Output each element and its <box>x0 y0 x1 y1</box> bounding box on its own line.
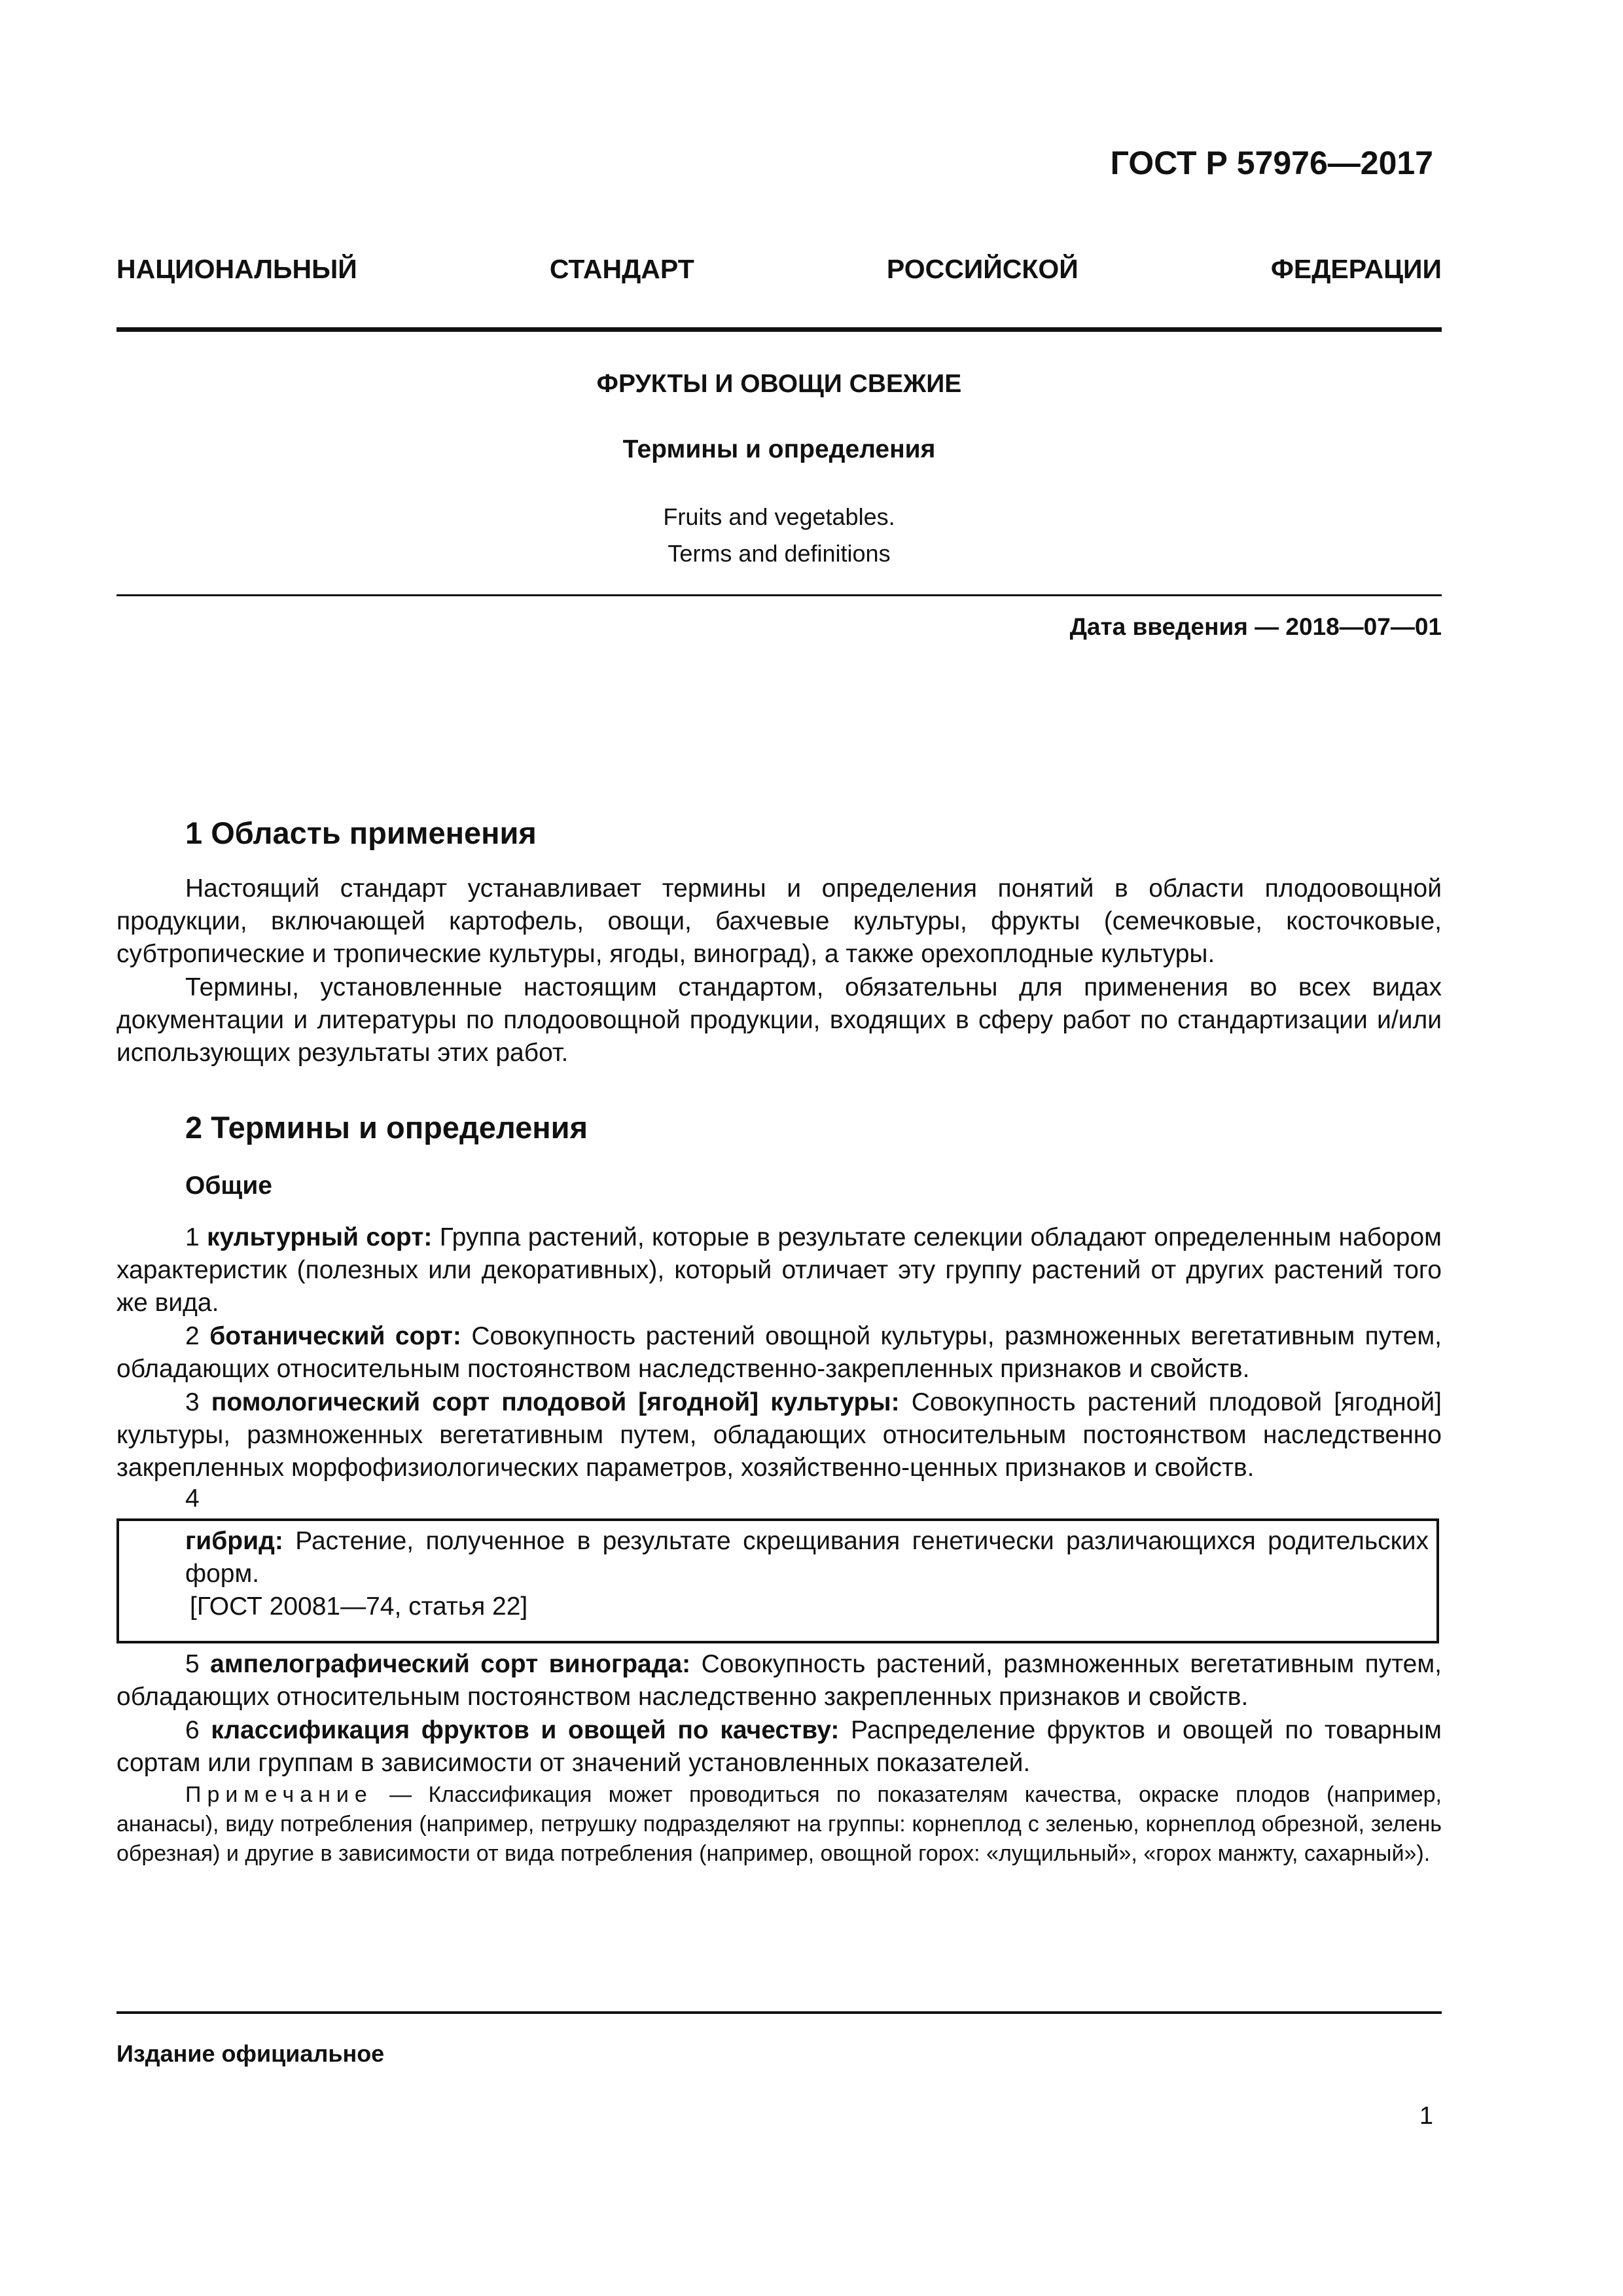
section-1-paragraph-1: Настоящий стандарт устанавливает термины и определения понятий в области плодоовощной продукции, включающей картофель, овощи, бахчевые культуры, фрукты (семечковые, косточковые, субтропические и тропические культуры, ягоды, виноград), а также орехоплодные культуры. <box>116 874 1442 968</box>
term-number: 2 <box>185 1322 200 1350</box>
term-4-number: 4 <box>185 1484 200 1513</box>
english-title-line-2: Terms and definitions <box>668 540 891 567</box>
title-divider <box>116 594 1442 596</box>
document-title: ФРУКТЫ И ОВОЩИ СВЕЖИЕ <box>596 370 962 398</box>
document-subtitle: Термины и определения <box>622 435 936 463</box>
term-name: культурный сорт: <box>207 1223 433 1251</box>
term-number: 1 <box>185 1223 200 1251</box>
term-6 <box>116 1714 1442 1780</box>
subsection-heading: Общие <box>185 1172 272 1200</box>
term-definition: Распределение фруктов и овощей по товарным сортам или группам в зависимости от значений установленных показателей. <box>116 1716 1442 1777</box>
term-definition: Совокупность растений, размноженных вегетативным путем, обладающих относительным постоянством наследственно закрепленных признаков и свойств. <box>116 1650 1442 1711</box>
term-definition: Совокупность растений плодовой [ягодной] культуры, размноженных вегетативным путем, обладающих относительным постоянством наследственно закрепленных морфофизиологических параметров, хозяйственно-ценных признаков и свойств. <box>116 1388 1442 1482</box>
term-name: помологический сорт плодовой [ягодной] культуры: <box>211 1388 900 1416</box>
english-title-line-1: Fruits and vegetables. <box>663 503 895 530</box>
term-name: гибрид: <box>185 1527 283 1555</box>
standard-code: ГОСТ Р 57976—2017 <box>1110 145 1433 181</box>
introduction-date: Дата введения — 2018—07—01 <box>1069 613 1442 640</box>
term-number: 3 <box>185 1388 200 1416</box>
top-divider <box>116 327 1442 332</box>
term-3 <box>116 1386 1442 1484</box>
term-name: ампелографический сорт винограда: <box>210 1650 691 1678</box>
term-name: классификация фруктов и овощей по качеству: <box>211 1716 840 1744</box>
term-definition: Совокупность растений овощной культуры, размноженных вегетативным путем, обладающих относительным постоянством наследственно-закрепленных признаков и свойств. <box>116 1322 1442 1383</box>
term-definition: Растение, полученное в результате скрещивания генетически различающихся родительских форм. <box>185 1527 1429 1588</box>
note-label: Примечание <box>185 1782 373 1807</box>
footer-divider <box>116 2011 1442 2014</box>
page-number: 1 <box>1419 2102 1433 2130</box>
term-definition: Группа растений, которые в результате селекции обладают определенным набором характеристик (полезных или декоративных), который отличает эту группу растений от других растений того же вида. <box>116 1223 1442 1317</box>
section-1-heading: 1 Область применения <box>185 816 537 850</box>
term-1 <box>116 1221 1442 1319</box>
term-name: ботанический сорт: <box>209 1322 461 1350</box>
term-number: 5 <box>185 1650 200 1678</box>
english-title <box>116 499 1442 572</box>
term-2 <box>116 1320 1442 1386</box>
term-4 <box>185 1525 1429 1590</box>
edition-label: Издание официальное <box>116 2040 385 2067</box>
term-4-source: [ГОСТ 20081—74, статья 22] <box>190 1592 528 1621</box>
note <box>116 1780 1442 1869</box>
term-5 <box>116 1648 1442 1713</box>
national-standard-heading: НАЦИОНАЛЬНЫЙ СТАНДАРТ РОССИЙСКОЙ ФЕДЕРАЦИИ <box>116 254 1442 284</box>
section-1-paragraph-2: Термины, установленные настоящим стандартом, обязательны для применения во всех видах документации и литературы по плодоовощной продукции, входящих в сферу работ по стандартизации и/или использующих результаты этих работ. <box>116 973 1442 1067</box>
section-2-heading: 2 Термины и определения <box>185 1110 588 1145</box>
note-text: — Классификация может проводиться по показателям качества, окраске плодов (например, ананасы), виду потребления (например, петрушку подразделяют на группы: корнеплод с зеленью, корнеплод обрезной, зелень обрезная) и другие в зависимости от вида потребления (например, овощной горох: «лущильный», «горох манжту, сахарный»). <box>116 1782 1442 1866</box>
term-number: 6 <box>185 1716 200 1744</box>
